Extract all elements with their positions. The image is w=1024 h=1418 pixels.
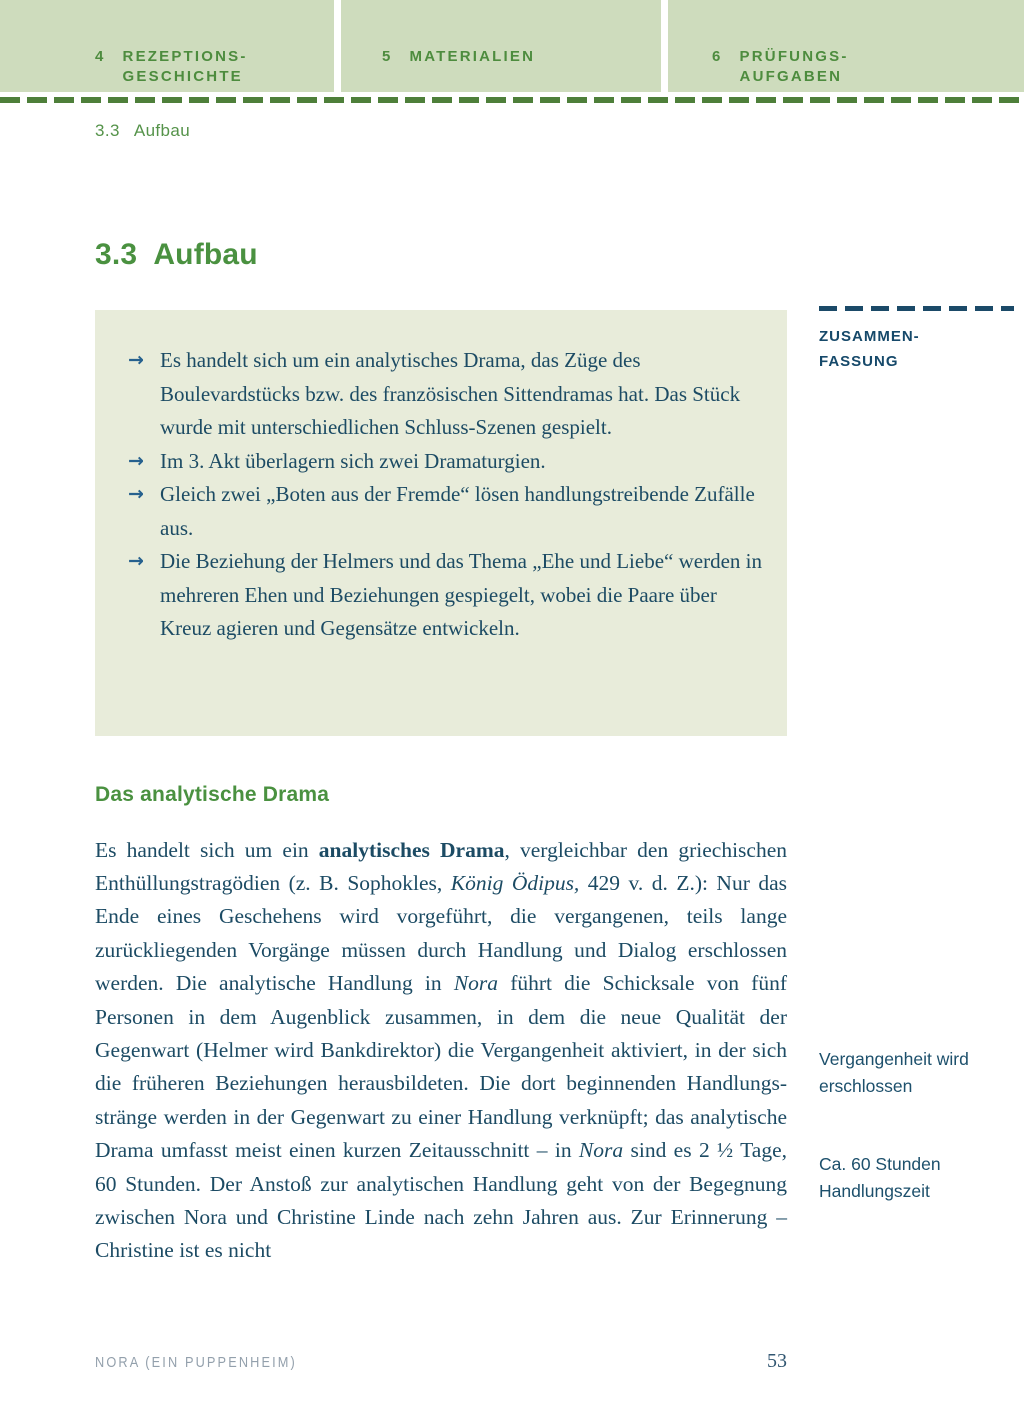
body-segment-italic: König Ödipus, (450, 870, 580, 895)
footer-book-title: NORA (EIN PUPPENHEIM) (95, 1354, 297, 1371)
tab-pruefungsaufgaben[interactable] (668, 0, 1024, 92)
summary-margin-label (819, 306, 1014, 374)
body-segment-bold: analytisches Drama (318, 837, 505, 862)
margin-note-handlungszeit: Ca. 60 Stunden Handlungszeit (819, 1154, 941, 1201)
page-number: 53 (767, 1350, 787, 1372)
tab-number: 5 (382, 48, 393, 65)
breadcrumb-number: 3.3 (95, 121, 120, 140)
list-item (128, 478, 765, 545)
list-item (128, 445, 765, 479)
margin-note-vergangenheit: Vergangenheit wird erschlossen (819, 1049, 969, 1096)
summary-item-text: Im 3. Akt überlagern sich zwei Dramaturgien. (160, 448, 546, 473)
arrow-bullet-icon: → (128, 449, 144, 472)
arrow-bullet-icon: → (128, 349, 144, 371)
margin-dashed-divider (819, 306, 1014, 311)
list-item (128, 344, 765, 445)
list-item (128, 545, 765, 646)
summary-item-text: Gleich zwei „Boten aus der Fremde“ lösen handlungstreibende Zufälle aus. (160, 482, 755, 540)
arrow-bullet-icon: → (128, 483, 144, 505)
chapter-tab-bar (0, 0, 1024, 92)
tab-label: PRÜFUNGS- AUFGABEN (739, 48, 849, 85)
body-segment: Es handelt sich um ein (95, 837, 319, 862)
margin-label-text: ZUSAMMEN- FASSUNG (819, 328, 920, 370)
body-paragraph (95, 834, 787, 1268)
tab-label: REZEPTIONS- GESCHICHTE (122, 48, 248, 85)
tab-number: 4 (95, 48, 106, 65)
section-heading: Das analytische Drama (95, 783, 330, 806)
arrow-bullet-icon: → (128, 550, 144, 572)
body-segment: führt die Schicksale von fünf Personen in dem Augenblick zusammen, in dem die neue Qualität der Gegenwart (Helmer wird Bankdirektor) die Vergangenheit aktiviert, in der sich die früheren Beziehungen herausbildeten. Die dort beginnenden Handlungsstränge werden in der Gegenwart zu einer Handlung verknüpft; das analytische Drama umfasst meist einen kurzen Zeitausschnitt – in (95, 971, 787, 1163)
body-segment: , vergleichbar den griechischen Enthüllungstragödien (z. B. Sophokles, (95, 837, 787, 895)
tab-label: MATERIALIEN (409, 48, 536, 65)
page-footer (95, 1350, 787, 1373)
page-title-number: 3.3 (95, 238, 138, 271)
tab-rezeptionsgeschichte[interactable] (0, 0, 334, 92)
page-title (95, 238, 258, 272)
body-segment: 429 v. d. Z.): Nur das Ende eines Geschehens wird vorgeführt, die vergangenen, teils lange zurückliegenden Vorgänge müssen durch Handlung und Dialog erschlossen werden. Die analytische Handlung in (95, 870, 787, 996)
summary-item-text: Die Beziehung der Helmers und das Thema „Ehe und Liebe“ werden in mehreren Ehen und Beziehungen gespiegelt, wobei die Paare über Kreuz agieren und Gegensätze entwickeln. (160, 549, 762, 640)
breadcrumb-label: Aufbau (133, 121, 191, 140)
page-title-label: Aufbau (153, 238, 258, 271)
tab-number: 6 (712, 48, 723, 65)
summary-item-text: Es handelt sich um ein analytisches Drama, das Züge des Boulevardstücks bzw. des französischen Sittendramas hat. Das Stück wurde mit unterschiedlichen Schluss-Szenen gespielt. (160, 348, 741, 439)
header-dashed-divider (0, 97, 1024, 103)
body-segment: sind es 2 ½ Tage, 60 Stunden. Der Anstoß zur analytischen Handlung geht von der Begegnung zwischen Nora und Christine Linde nach zehn Jahren aus. Zur Erinnerung – Christine ist es nicht (95, 1138, 787, 1263)
summary-box (95, 310, 787, 736)
tab-materialien[interactable] (341, 0, 661, 92)
breadcrumb (95, 121, 190, 141)
body-segment-italic: Nora (453, 971, 499, 996)
body-segment-italic: Nora (578, 1138, 624, 1163)
